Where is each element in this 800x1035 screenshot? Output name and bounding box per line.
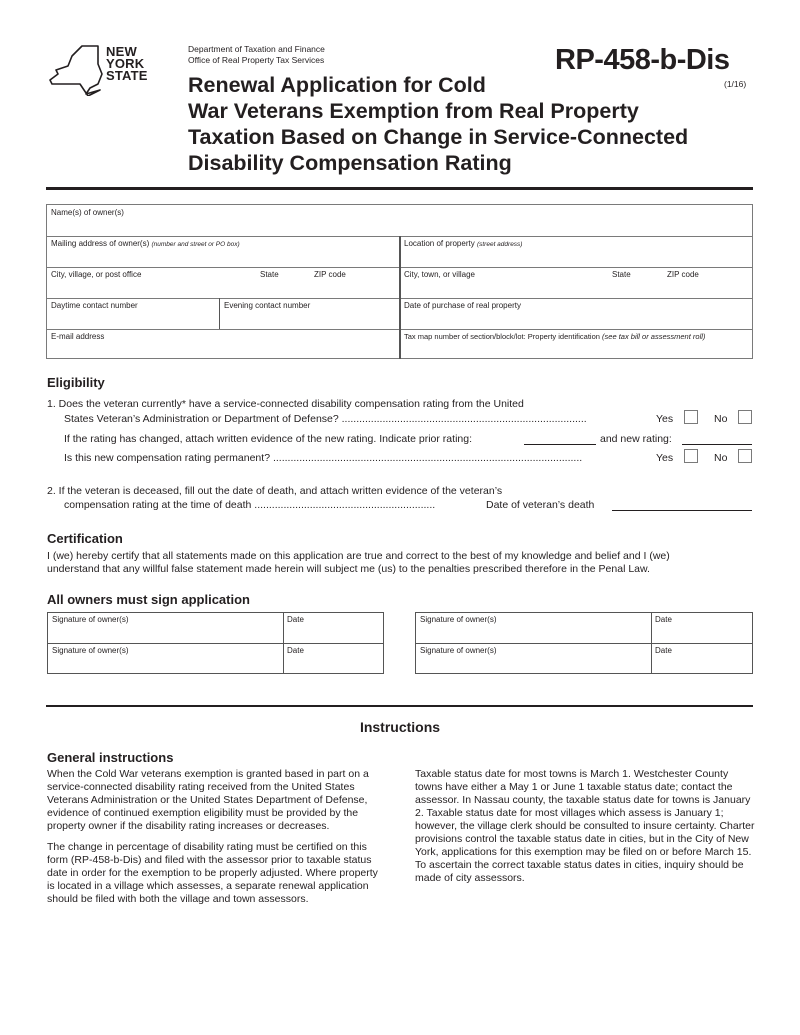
department-info xyxy=(188,44,325,66)
paragraph: When the Cold War veterans exemption is granted based in part on a service-connected disability rating received from the United States Veterans Administration or the United States Department of Defense, evidence of continued exemption eligibility must be provided by the property owner if the disability rating increases or decreases. xyxy=(47,768,369,832)
email-field[interactable] xyxy=(51,332,397,358)
field-label: Date xyxy=(655,646,672,655)
date-field[interactable] xyxy=(655,646,749,672)
title-line: Renewal Application for Cold xyxy=(188,73,486,97)
death-date-input[interactable] xyxy=(612,498,752,511)
no-label: No xyxy=(714,413,728,425)
column-divider xyxy=(219,298,220,329)
certification-line-2: understand that any willful false statement made herein will subject me (us) to the penalties prescribed therefore in the Penal Law. xyxy=(47,563,650,575)
logo-wordmark xyxy=(106,46,148,82)
page-title xyxy=(188,72,768,176)
property-location-field[interactable] xyxy=(404,239,750,267)
permanent-question: Is this new compensation rating permanent? .......................................................................................................... xyxy=(64,452,583,464)
date-field[interactable] xyxy=(287,615,381,641)
signature-field[interactable] xyxy=(420,646,648,672)
owner-city-field[interactable] xyxy=(51,270,251,298)
field-hint: (see tax bill or assessment roll) xyxy=(602,332,706,341)
date-field[interactable] xyxy=(655,615,749,641)
field-label: ZIP code xyxy=(667,270,699,279)
permanent-yes-checkbox[interactable] xyxy=(684,449,698,463)
instructions-right-column xyxy=(415,768,755,893)
field-hint: (street address) xyxy=(476,241,523,248)
daytime-phone-field[interactable] xyxy=(51,301,216,329)
rating-change-text: If the rating has changed, attach written evidence of the new rating. Indicate prior rating: xyxy=(64,433,472,445)
certification-heading: Certification xyxy=(47,531,123,546)
form-revision: (1/16) xyxy=(724,79,747,89)
owner-state-field[interactable] xyxy=(260,270,279,279)
evening-phone-field[interactable] xyxy=(224,301,394,329)
tax-map-field[interactable] xyxy=(404,332,750,358)
field-label: State xyxy=(260,270,279,279)
divider xyxy=(416,643,752,644)
signature-field[interactable] xyxy=(52,615,280,641)
logo-line: YORK xyxy=(106,56,145,71)
yes-label: Yes xyxy=(656,413,674,425)
general-instructions-heading: General instructions xyxy=(47,750,174,765)
question-2-cont: compensation rating at the time of death .............................................................. xyxy=(64,499,436,511)
field-label: City, village, or post office xyxy=(51,270,142,279)
field-label: Daytime contact number xyxy=(51,301,138,310)
owner-names-field[interactable] xyxy=(51,208,751,236)
divider xyxy=(651,613,652,673)
department-name: Department of Taxation and Finance xyxy=(188,44,325,54)
question-1: 1. Does the veteran currently* have a service-connected disability compensation rating from the United xyxy=(47,398,524,410)
section-divider xyxy=(46,705,753,707)
no-label: No xyxy=(714,452,728,464)
field-label: Evening contact number xyxy=(224,301,311,310)
owner-info-table xyxy=(46,204,753,359)
field-hint: (number and street or PO box) xyxy=(151,241,240,248)
field-label: Signature of owner(s) xyxy=(420,646,497,655)
certification-line-1: I (we) hereby certify that all statements made on this application are true and correct to the best of my knowledge and belief and I (we) xyxy=(47,550,670,562)
property-zip-field[interactable] xyxy=(667,270,699,279)
title-line: Taxation Based on Change in Service-Connected xyxy=(188,125,689,149)
mailing-address-field[interactable] xyxy=(51,239,397,267)
question-1-cont: States Veteran’s Administration or Department of Defense? .................................................................................... xyxy=(64,413,587,425)
column-divider xyxy=(399,236,401,359)
instructions-left-column xyxy=(47,768,387,914)
paragraph: Taxable status date for most towns is March 1. Westchester County towns have either a May 1 or June 1 taxable status date; contact the assessor. In Nassau county, the taxable status date for towns is January 2. Taxable status date for most villages which assess is January 1; however, the village clerk should be consulted to insure certainty. Charter provisions control the taxable status date in cities, but in the City of New York, applications for this exemption may be filed on or before March 15. To ascertain the correct taxable status dates in cities, inquiry should be made of city assessors. xyxy=(415,768,755,884)
field-label: E-mail address xyxy=(51,332,105,341)
new-rating-input[interactable] xyxy=(682,432,752,445)
title-line: Disability Compensation Rating xyxy=(188,151,512,175)
header-divider xyxy=(46,187,753,190)
field-label: Name(s) of owner(s) xyxy=(51,208,124,217)
signatures-heading: All owners must sign application xyxy=(47,592,250,607)
field-label: Signature of owner(s) xyxy=(52,615,129,624)
signature-box-left xyxy=(47,612,384,674)
divider xyxy=(48,643,383,644)
field-label: Date xyxy=(287,646,304,655)
nys-logo xyxy=(46,44,158,96)
logo-line: STATE xyxy=(106,68,148,83)
field-label: Location of property xyxy=(404,239,475,248)
date-field[interactable] xyxy=(287,646,381,672)
form-number: RP-458-b-Dis xyxy=(555,44,730,76)
death-date-label: Date of veteran’s death xyxy=(486,499,595,511)
field-label: ZIP code xyxy=(314,270,346,279)
field-label: Date xyxy=(655,615,672,624)
field-label: Date of purchase of real property xyxy=(404,301,521,310)
field-label: Signature of owner(s) xyxy=(52,646,129,655)
divider xyxy=(283,613,284,673)
owner-zip-field[interactable] xyxy=(314,270,346,279)
permanent-no-checkbox[interactable] xyxy=(738,449,752,463)
field-label: Date xyxy=(287,615,304,624)
field-label: Mailing address of owner(s) xyxy=(51,239,150,248)
office-name: Office of Real Property Tax Services xyxy=(188,55,325,65)
purchase-date-field[interactable] xyxy=(404,301,750,329)
prior-rating-input[interactable] xyxy=(524,432,596,445)
yes-label: Yes xyxy=(656,452,674,464)
signature-field[interactable] xyxy=(420,615,648,641)
paragraph: The change in percentage of disability rating must be certified on this form (RP-458-b-Dis) and filed with the assessor prior to taxable status date in order for the exemption to be properly adjusted. Where property is located in a village which assesses, a separate renewal application should be filed with both the village and town assessors. xyxy=(47,841,378,905)
field-label: Signature of owner(s) xyxy=(420,615,497,624)
instructions-heading: Instructions xyxy=(359,719,441,735)
q1-no-checkbox[interactable] xyxy=(738,410,752,424)
signature-field[interactable] xyxy=(52,646,280,672)
logo-line: NEW xyxy=(106,44,137,59)
new-rating-label: and new rating: xyxy=(600,433,672,445)
field-label: State xyxy=(612,270,631,279)
q1-yes-checkbox[interactable] xyxy=(684,410,698,424)
title-line: War Veterans Exemption from Real Property xyxy=(188,99,639,123)
signature-box-right xyxy=(415,612,753,674)
question-2: 2. If the veteran is deceased, fill out the date of death, and attach written evidence of the veteran’s xyxy=(47,485,503,497)
eligibility-heading: Eligibility xyxy=(47,375,105,390)
property-state-field[interactable] xyxy=(612,270,631,279)
new-york-state-outline-icon xyxy=(46,44,106,96)
property-city-field[interactable] xyxy=(404,270,604,298)
field-label: Tax map number of section/block/lot: Property identification xyxy=(404,332,600,341)
field-label: City, town, or village xyxy=(404,270,475,279)
